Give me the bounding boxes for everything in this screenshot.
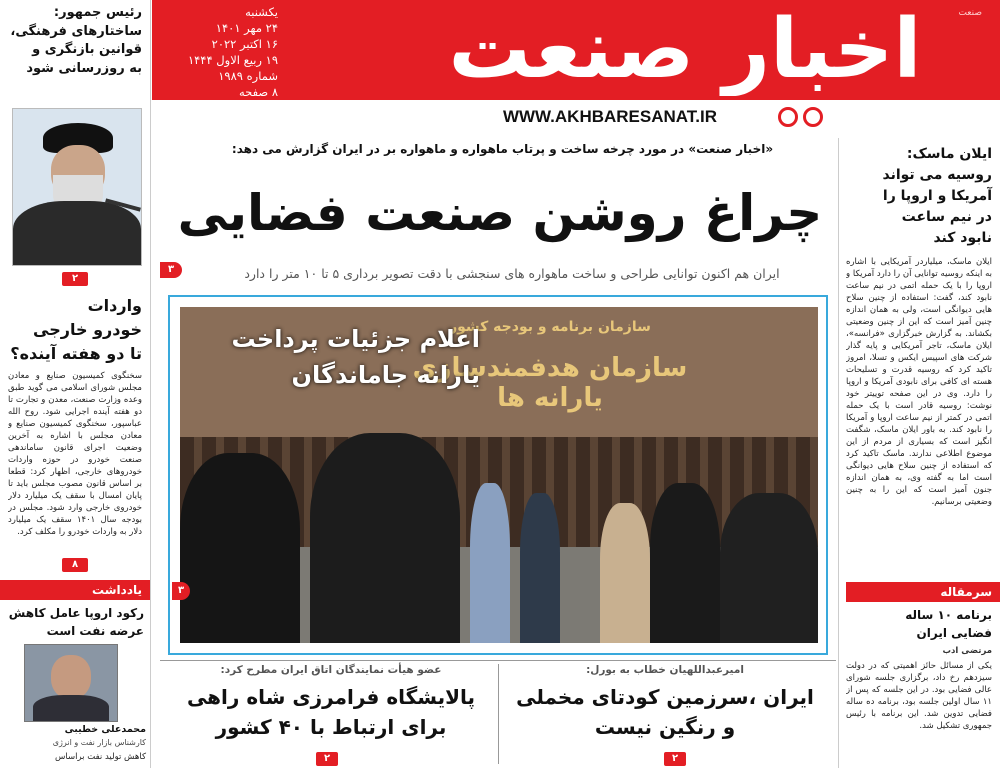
editorial-section-bar: سرمقاله xyxy=(846,582,1000,602)
headline-line: واردات xyxy=(87,296,142,315)
headline-line: رکود اروپا عامل کاهش xyxy=(8,606,144,620)
headline-line: خودرو خارجی xyxy=(33,320,142,339)
author-name: محمدعلی خطیبی xyxy=(64,724,146,735)
photo-caption xyxy=(190,321,480,393)
headline-line: در نیم ساعت xyxy=(901,209,992,225)
right-body: ایلان ماسک، میلیاردر آمریکایی با اشاره به اینکه روسیه توانایی آن را دارد آمریکا و اروپا را با یک حمله اتمی در نیم ساعت نابود کند، گفت: استفاده از چنین سلاح هایی دیوانگی است، ولی به همان اندازه چنین آمیز است که این از چنین وضعیتی بکشاند. به گزارش خبرگزاری «فرانسه»، ایلان ماسک، تاجر آمریکایی و پایه گذار شرکت های اسپیس ایکس و تسلا، امروز تاکید کرد که روسیه قدرت و تسلیحات هسته ای کافی برای نابودی آمریکا و اروپا را دارد. وی در این صفحه توییتر خود نوشت: روسیه قادر است با یک حمله اتمی در کمتر از نیم ساعت اروپا و آمریکا را نابود کند. به باور ایلان ماسک، شگفت انگیز است که بسیاری از مردم از این موضوع اطلاعی ندارند. ماسک تاکید کرد که استفاده از چنین سلاح هایی دیوانگی است اما به گفته وی، به همان اندازه جنون آمیز است که این را به چنین وضعیتی برسانیم. xyxy=(846,257,992,507)
headline-line: برنامه ۱۰ ساله xyxy=(905,608,992,622)
issue-price: ۵۰۰۰ تومان xyxy=(222,101,278,115)
editorial-author: مرتضی ادب xyxy=(942,646,992,656)
gear-icon xyxy=(803,107,823,127)
person-shape xyxy=(720,493,818,643)
issue-number: شماره ۱۹۸۹ xyxy=(218,69,278,83)
headline-line: پالایشگاه فرامرزی شاه راهی xyxy=(186,685,476,709)
note-section-bar: یادداشت xyxy=(0,580,150,600)
author-photo xyxy=(24,644,118,722)
building-sign-main: سازمان هدفمندسازی یارانه ها xyxy=(412,353,688,413)
import-body: سخنگوی کمیسیون صنایع و معادن مجلس شورای اسلامی می گوید طبق وعده وزارت صنعت، معدن و تجارت تا دو هفته آینده اجرایی شود. روح الله عباسپور، سخنگوی کمیسیون صنایع و معادن مجلس با اشاره به آخرین وضعیت اجرای قانون ساماندهی صنعت خودرو در حوزه واردات خودروهای خارجی، اظهار کرد: قطعا بر اساس قانون مصوب مجلس باید تا پایان امسال با سقف یک میلیارد دلار خودروی خارجی وارد شود. مجلس در بودجه سال ۱۴۰۱ سقف یک میلیارد دلار به واردات خودرو را مکلف کرد. xyxy=(8,371,142,537)
main-subhead: ایران هم اکنون توانایی طراحی و ساخت ماهواره های سنجشی با دقت تصویر برداری ۵ تا ۱۰ متر را دارد xyxy=(244,266,780,281)
headline-line: ساختارهای فرهنگی، xyxy=(10,23,142,39)
import-headline xyxy=(8,294,142,366)
page-tag: ۸ xyxy=(62,558,88,572)
caption-line: اعلام جزئیات پرداخت xyxy=(231,325,480,353)
headline-line: ایران ،سرزمین کودتای مخملی xyxy=(516,685,814,709)
building-sign-top: سازمان برنامه و بودجه کشور xyxy=(449,319,651,335)
right-headline xyxy=(846,144,992,249)
headline-line: به روزرسانی شود xyxy=(26,60,142,76)
editorial-headline xyxy=(846,606,992,642)
page-tag: ۳ xyxy=(160,262,182,278)
issue-day: یکشنبه xyxy=(245,5,278,19)
page-tag: ۲ xyxy=(62,272,88,286)
headline-line: تا دو هفته آینده؟ xyxy=(10,344,142,363)
divider xyxy=(498,664,499,764)
page-tag: ۲ xyxy=(316,752,338,766)
person-shape xyxy=(600,503,650,643)
author-title: کارشناس بازار نفت و انرژی xyxy=(52,738,146,747)
logo-badge: صنعت xyxy=(958,8,982,18)
person-shape xyxy=(650,483,720,643)
main-kicker: «اخبار صنعت» در مورد چرخه ساخت و پرتاب ماهواره و ماهواره بر در ایران گزارش می دهد: xyxy=(231,142,774,156)
headline-line: ایلان ماسک: xyxy=(906,146,992,162)
headline-line: و رنگین نیست xyxy=(594,715,736,739)
headline-line: آمریکا و اروپا را xyxy=(882,188,992,204)
person-shape xyxy=(180,453,300,643)
headline-line: فضایی ایران xyxy=(916,626,992,640)
story2-headline xyxy=(504,682,826,742)
face-shape xyxy=(51,655,91,699)
issue-date-hijri: ۱۹ ربیع الاول ۱۴۴۴ xyxy=(187,53,278,67)
note-headline xyxy=(4,604,144,640)
main-photo xyxy=(180,307,818,643)
headline-line: عرضه نفت است xyxy=(46,624,144,638)
issue-info xyxy=(158,4,278,134)
person-shape xyxy=(470,483,510,643)
site-url: WWW.AKHBARESANAT.IR xyxy=(502,107,718,126)
issue-date-persian: ۲۴ مهر ۱۴۰۱ xyxy=(215,21,278,35)
person-shape xyxy=(520,493,560,643)
robe-shape xyxy=(13,201,141,266)
story1-headline xyxy=(170,682,492,742)
story2-kicker: امیرعبداللهیان خطاب به بورل: xyxy=(586,664,744,676)
caption-line: یارانه جاماندگان xyxy=(291,361,480,389)
page-tag: ۳ xyxy=(172,582,190,600)
story1-kicker: عضو هیأت نمایندگان اتاق ایران مطرح کرد: xyxy=(220,664,442,676)
gear-icon xyxy=(778,107,798,127)
headline-line: نابود کند xyxy=(933,230,992,246)
issue-date-gregorian: ۱۶ اکتبر ۲۰۲۲ xyxy=(211,37,278,51)
headline-line: قوانین بازنگری و xyxy=(32,42,142,57)
left-top-headline xyxy=(8,4,142,78)
main-headline: چراغ روشن صنعت فضایی xyxy=(177,184,823,242)
suit-shape xyxy=(33,695,109,722)
headline-line: روسیه می تواند xyxy=(882,167,992,183)
editorial-body: یکی از مسائل حائز اهمیتی که در دولت سیزدهم رخ داد، برگزاری جلسه شورای عالی فضایی بود. در این جلسه که پس از ۱۱ سال اولین جلسه بود، برنامه ده ساله فضایی تدوین شد. این برنامه با رئیس جمهوری تشکیل شد. xyxy=(846,661,992,731)
newspaper-logo: اخبار صنعت xyxy=(448,4,922,96)
headline-line: رئیس جمهور: xyxy=(53,5,142,20)
page-tag: ۲ xyxy=(664,752,686,766)
divider xyxy=(160,660,836,661)
note-snippet: کاهش تولید نفت براساس xyxy=(55,752,146,762)
issue-pages: ۸ صفحه xyxy=(238,85,278,99)
person-shape xyxy=(310,433,460,643)
headline-line: برای ارتباط با ۴۰ کشور xyxy=(215,715,447,739)
portrait-photo xyxy=(12,108,142,266)
